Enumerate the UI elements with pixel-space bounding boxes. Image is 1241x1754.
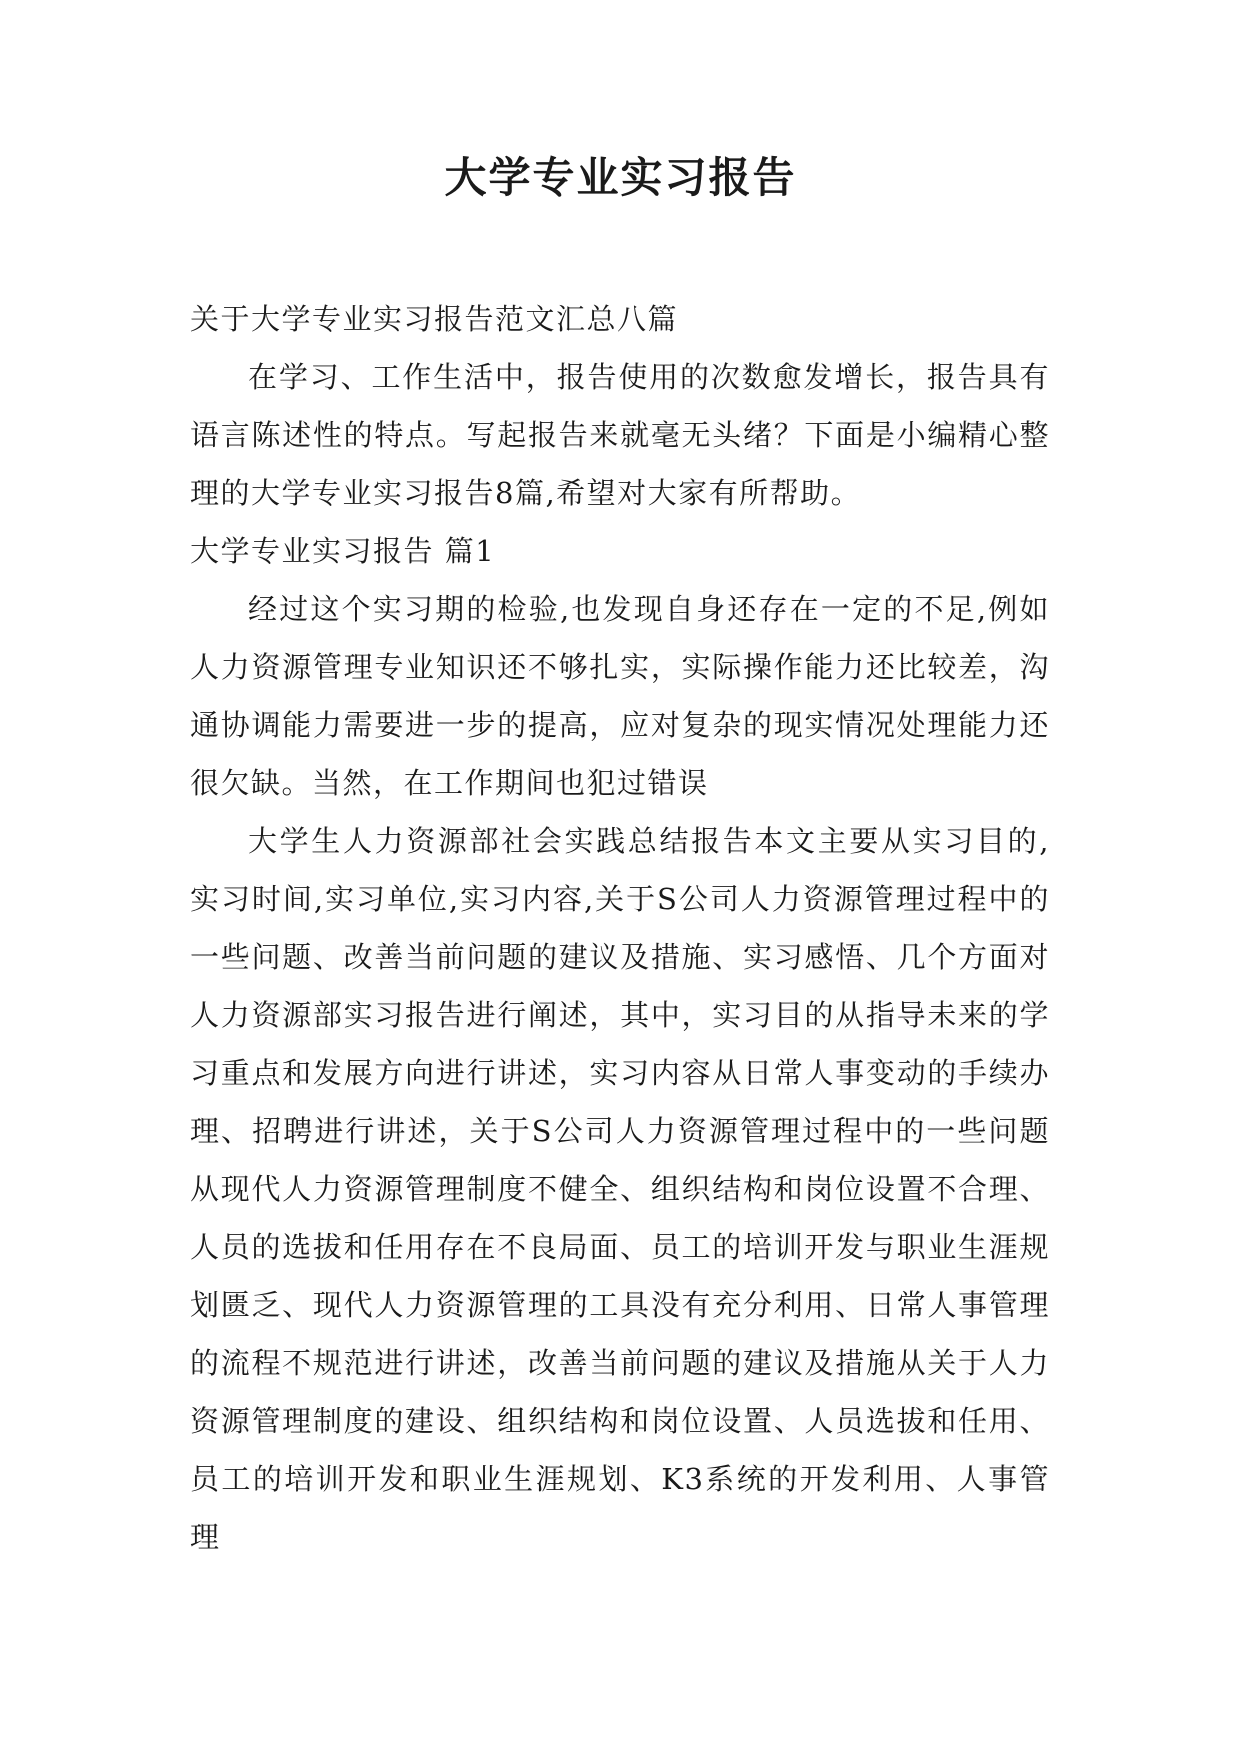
document-title: 大学专业实习报告	[444, 153, 797, 202]
document-body	[190, 290, 1050, 1566]
intro-paragraph: 在学习、工作生活中，报告使用的次数愈发增长，报告具有语言陈述性的特点。写起报告来就毫无头绪？下面是小编精心整理的大学专业实习报告8篇,希望对大家有所帮助。	[190, 360, 1050, 510]
section-heading: 大学专业实习报告 篇1	[190, 534, 496, 568]
body-paragraph-1: 经过这个实习期的检验,也发现自身还存在一定的不足,例如人力资源管理专业知识还不够扎实，实际操作能力还比较差，沟通协调能力需要进一步的提高，应对复杂的现实情况处理能力还很欠缺。当然，在工作期间也犯过错误	[190, 592, 1050, 800]
document-subtitle: 关于大学专业实习报告范文汇总八篇	[190, 302, 679, 336]
body-paragraph-2: 大学生人力资源部社会实践总结报告本文主要从实习目的,实习时间,实习单位,实习内容,关于S公司人力资源管理过程中的一些问题、改善当前问题的建议及措施、实习感悟、几个方面对人力资源部实习报告进行阐述，其中，实习目的从指导未来的学习重点和发展方向进行讲述，实习内容从日常人事变动的手续办理、招聘进行讲述，关于S公司人力资源管理过程中的一些问题从现代人力资源管理制度不健全、组织结构和岗位设置不合理、人员的选拔和任用存在不良局面、员工的培训开发与职业生涯规划匮乏、现代人力资源管理的工具没有充分利用、日常人事管理的流程不规范进行讲述，改善当前问题的建议及措施从关于人力资源管理制度的建设、组织结构和岗位设置、人员选拔和任用、员工的培训开发和职业生涯规划、K3系统的开发利用、人事管理	[190, 824, 1050, 1554]
